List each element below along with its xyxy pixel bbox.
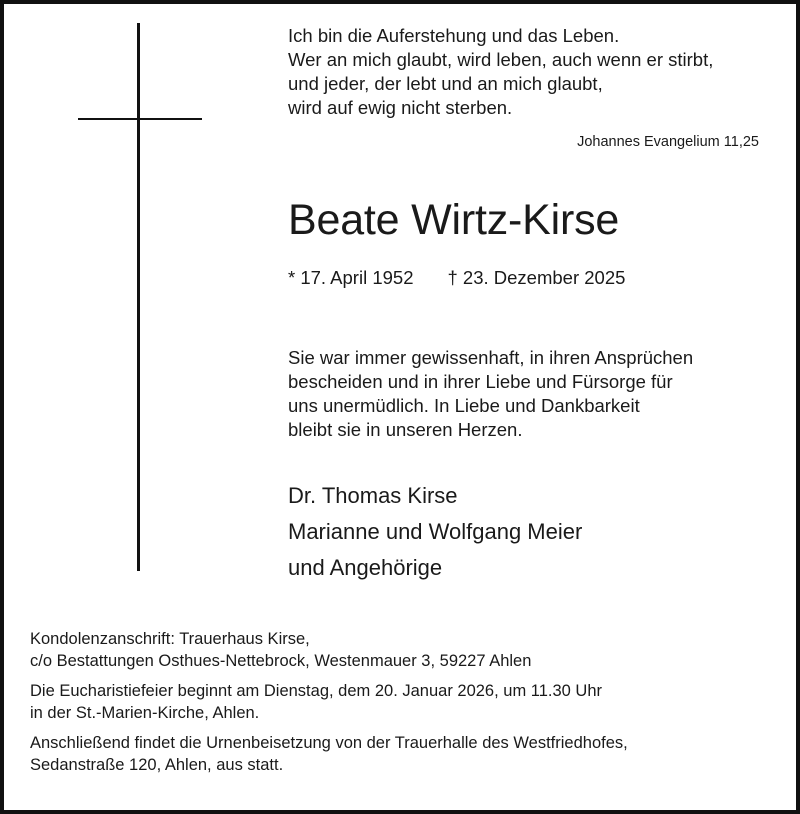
tribute-line: bescheiden und in ihrer Liebe und Fürsorge für — [288, 371, 673, 392]
verse-line: und jeder, der lebt und an mich glaubt, — [288, 73, 603, 94]
burial-info — [30, 732, 628, 776]
deceased-name: Beate Wirtz-Kirse — [288, 196, 620, 244]
mourner: Marianne und Wolfgang Meier — [288, 519, 583, 544]
bible-verse — [288, 24, 713, 120]
mourner: und Angehörige — [288, 555, 443, 580]
burial-line: Sedanstraße 120, Ahlen, aus statt. — [30, 756, 284, 774]
service-line: in der St.-Marien-Kirche, Ahlen. — [30, 704, 260, 722]
verse-line: Ich bin die Auferstehung und das Leben. — [288, 25, 620, 46]
cross-icon-vertical-bar — [137, 23, 140, 571]
tribute-text — [288, 346, 693, 442]
verse-line: wird auf ewig nicht sterben. — [288, 97, 513, 118]
condolence-line: Kondolenzanschrift: Trauerhaus Kirse, — [30, 630, 310, 648]
birth-date: * 17. April 1952 — [288, 267, 414, 288]
death-date: † 23. Dezember 2025 — [447, 267, 626, 288]
tribute-line: uns unermüdlich. In Liebe und Dankbarkeit — [288, 395, 640, 416]
life-dates — [288, 266, 625, 290]
mourner: Dr. Thomas Kirse — [288, 483, 458, 508]
tribute-line: bleibt sie in unseren Herzen. — [288, 419, 523, 440]
mourners-list — [288, 478, 582, 586]
tribute-line: Sie war immer gewissenhaft, in ihren Ansprüchen — [288, 347, 694, 368]
condolence-line: c/o Bestattungen Osthues-Nettebrock, Westenmauer 3, 59227 Ahlen — [30, 652, 532, 670]
cross-icon-horizontal-bar — [78, 118, 202, 120]
condolence-address — [30, 628, 628, 672]
burial-line: Anschließend findet die Urnenbeisetzung von der Trauerhalle des Westfriedhofes, — [30, 734, 628, 752]
service-info — [30, 680, 628, 724]
verse-source: Johannes Evangelium 11,25 — [577, 134, 759, 150]
footer-info — [30, 628, 628, 784]
verse-line: Wer an mich glaubt, wird leben, auch wenn er stirbt, — [288, 49, 714, 70]
service-line: Die Eucharistiefeier beginnt am Dienstag, dem 20. Januar 2026, um 11.30 Uhr — [30, 682, 603, 700]
